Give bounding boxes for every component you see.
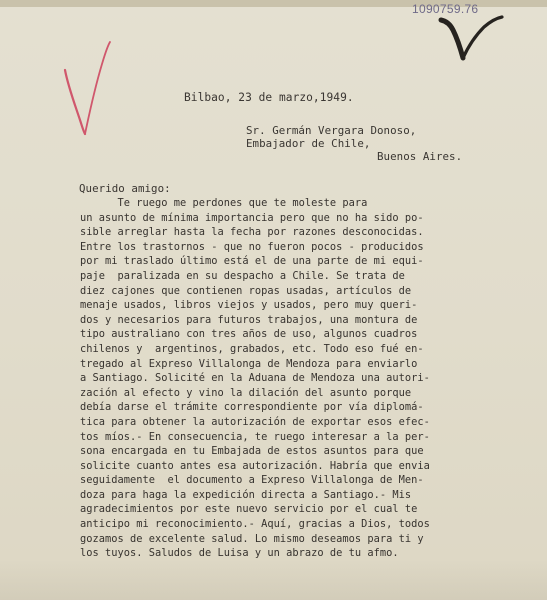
body-line: tregado al Expreso Villalonga de Mendoza para enviarlo [80, 357, 418, 370]
body-line: seguidamente el documento a Expreso Villalonga de Men- [80, 474, 424, 487]
recipient-city: Buenos Aires. [377, 150, 463, 163]
body-line: solicite cuanto antes esa autorización. Habría que envia [80, 459, 430, 472]
recipient-title: Embajador de Chile, [246, 137, 371, 150]
body-line: a Santiago. Solicité en la Aduana de Mendoza una autori- [80, 372, 430, 385]
black-check-mark-icon [436, 14, 506, 64]
archive-number: 1090759.76 [412, 2, 479, 16]
body-line: menaje usados, libros viejos y usados, pero muy queri- [80, 299, 418, 312]
body-line: los tuyos. Saludos de Luisa y un abrazo de tu afmo. [80, 547, 399, 560]
letter-date: Bilbao, 23 de marzo,1949. [184, 91, 354, 104]
body-line: zación al efecto y vino la dilación del asunto porque [80, 386, 412, 399]
body-line: por mi traslado último está el de una parte de mi equi- [80, 255, 424, 268]
body-line: Te ruego me perdones que te moleste para [80, 197, 368, 209]
body-line: agradecimientos por este nuevo servicio por el cual te [80, 503, 418, 516]
red-check-mark-icon [58, 40, 118, 140]
body-line: tica para obtener la autorización de exportar esos efec- [80, 415, 430, 428]
body-line: debía darse el trámite correspondiente por vía diplomá- [80, 401, 424, 414]
body-line: doza para haga la expedición directa a Santiago.- Mis [80, 488, 412, 501]
scan-shadow [0, 560, 547, 600]
body-line: un asunto de mínima importancia pero que no ha sido po- [80, 211, 424, 224]
body-line: tipo australiano con tres años de uso, algunos cuadros [80, 328, 418, 341]
body-line: diez cajones que contienen ropas usadas, artículos de [80, 284, 412, 297]
letter-body [80, 196, 520, 561]
body-line: sible arreglar hasta la fecha por razones desconocidas. [80, 226, 424, 239]
body-line: anticipo mi reconocimiento.- Aquí, gracias a Dios, todos [80, 518, 430, 531]
body-line: sona encargada en tu Embajada de estos asuntos para que [80, 445, 424, 458]
salutation: Querido amigo: [79, 182, 171, 195]
body-line: chilenos y argentinos, grabados, etc. Todo eso fué en- [80, 342, 424, 355]
recipient-name: Sr. Germán Vergara Donoso, [246, 124, 417, 137]
body-line: dos y necesarios para futuros trabajos, una montura de [80, 313, 418, 326]
body-line: paje paralizada en su despacho a Chile. Se trata de [80, 269, 405, 282]
body-line: gozamos de excelente salud. Lo mismo deseamos para ti y [80, 532, 424, 545]
body-line: Entre los trastornos - que no fueron pocos - producidos [80, 240, 424, 253]
body-line: tos míos.- En consecuencia, te ruego interesar a la per- [80, 430, 430, 443]
